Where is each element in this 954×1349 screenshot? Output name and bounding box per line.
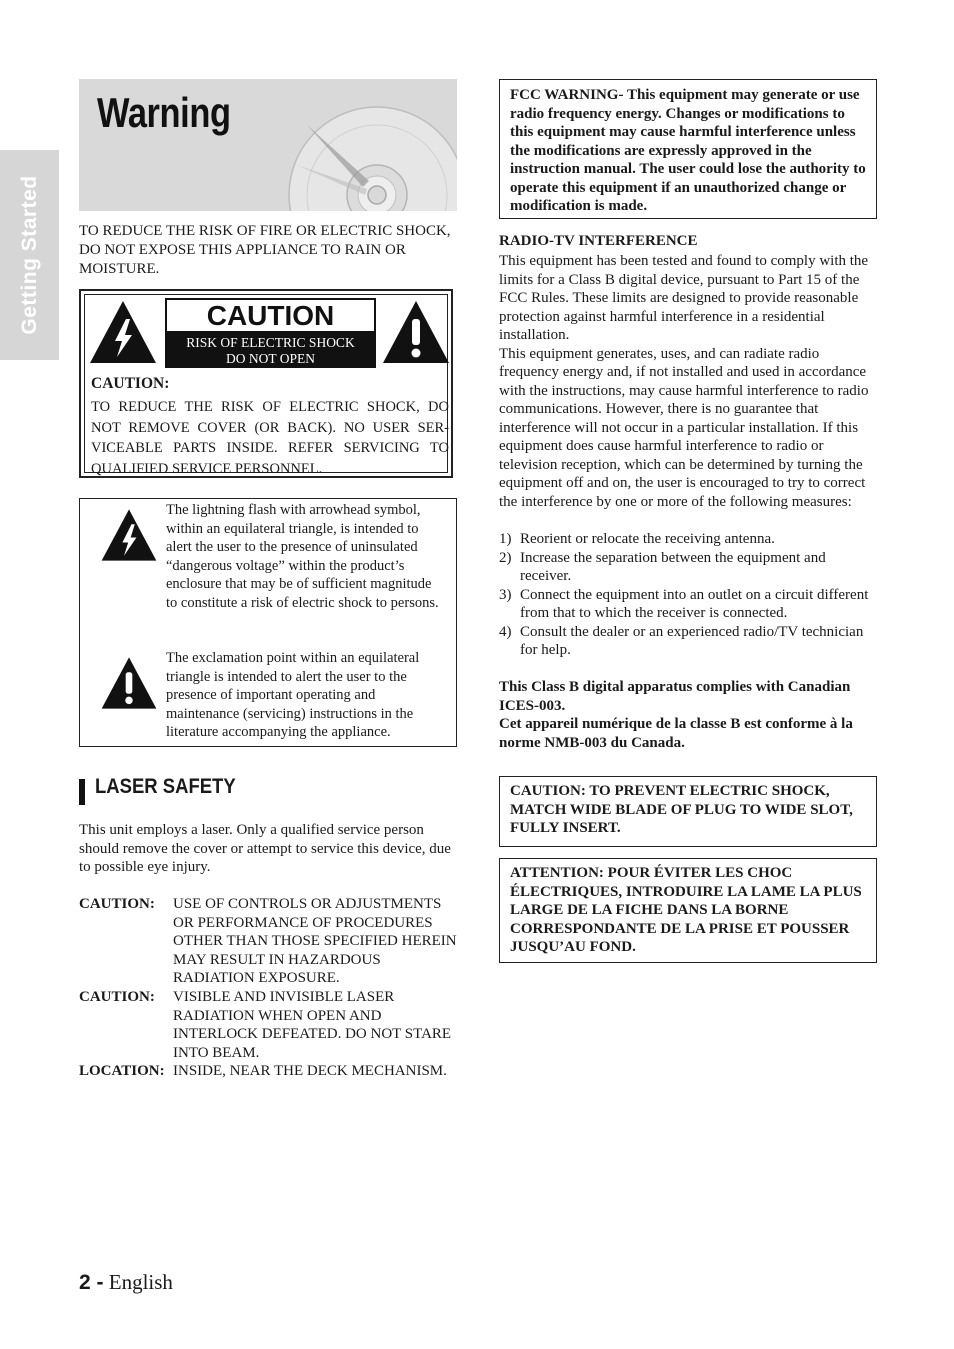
plug-caution-english-box: CAUTION: TO PREVENT ELECTRIC SHOCK, MATCH WIDE BLADE OF PLUG TO WIDE SLOT, FULLY INSERT. <box>499 776 877 847</box>
caution-banner-line2: DO NOT OPEN <box>225 351 315 366</box>
laser-row-label: CAUTION: <box>79 896 155 912</box>
laser-row-text: VISIBLE AND INVISIBLE LASER RADIATION WHEN OPEN AND INTERLOCK DEFEATED. DO NOT STARE INTO BEAM. <box>173 989 452 1061</box>
caution-banner-subtitle <box>165 333 376 368</box>
radio-tv-heading: RADIO-TV INTERFERENCE <box>499 233 698 249</box>
caution-heading: CAUTION: <box>91 375 170 392</box>
radio-tv-paragraph: This equipment has been tested and found to comply with the limits for a Class B digital device, pursuant to Part 15 of the FCC Rules. These limits are designed to provide reasonable protection against harmful interference in a residential installation. <box>499 253 869 343</box>
canada-compliance-english: This Class B digital apparatus complies with Canadian ICES-003. <box>499 679 851 714</box>
page-title: Warning <box>97 89 231 136</box>
page-language: English <box>108 1270 173 1294</box>
laser-safety-heading: LASER SAFETY <box>95 775 236 798</box>
list-item <box>499 623 879 660</box>
exclamation-triangle-icon <box>381 299 451 365</box>
intro-warning: TO REDUCE THE RISK OF FIRE OR ELECTRIC SHOCK, DO NOT EXPOSE THIS APPLIANCE TO RAIN OR MOISTURE. <box>79 223 451 277</box>
measures-list <box>499 530 879 660</box>
laser-row-text: USE OF CONTROLS OR ADJUSTMENTS OR PERFORMANCE OF PROCEDURES OTHER THAN THOSE SPECIFIED HEREIN MAY RESULT IN HAZARDOUS RADIATION EXPOSURE. <box>173 896 457 986</box>
list-item <box>499 549 879 586</box>
section-marker <box>79 779 85 805</box>
list-item-number: 2) <box>499 549 512 566</box>
caution-banner <box>165 298 376 368</box>
list-item-number: 3) <box>499 586 512 603</box>
caution-box <box>79 289 453 478</box>
canada-compliance <box>499 678 879 752</box>
lightning-triangle-icon <box>88 299 158 365</box>
page-number: 2 - <box>79 1271 104 1294</box>
caution-banner-title: CAUTION <box>165 298 376 333</box>
caution-body: TO REDUCE THE RISK OF ELECTRIC SHOCK, DO NOT REMOVE COVER (OR BACK). NO USER SER-VICEABLE PARTS INSIDE. REFER SERVICING TO QUALIFIED SERVICE PERSONNEL. <box>91 399 449 477</box>
list-item <box>499 586 879 623</box>
page-footer <box>79 1270 173 1295</box>
disc-icon <box>287 105 457 211</box>
list-item <box>499 530 879 549</box>
symbols-explanation-box <box>79 498 457 747</box>
fcc-warning-box: FCC WARNING- This equipment may generate or use radio frequency energy. Changes or modifications to this equipment may cause harmful interference unless the modifications are expressly approved in the instruction manual. The user could lose the authority to operate this equipment if an unauthorized change or modification is made. <box>499 79 877 219</box>
list-item-number: 4) <box>499 623 512 640</box>
laser-row-text: INSIDE, NEAR THE DECK MECHANISM. <box>173 1063 447 1079</box>
lightning-triangle-icon <box>100 507 158 563</box>
list-item-text: Connect the equipment into an outlet on a circuit different from that to which the receiver is connected. <box>520 586 869 621</box>
side-tab-label: Getting Started <box>17 175 41 335</box>
list-item-number: 1) <box>499 531 512 547</box>
caution-inner-frame <box>84 294 449 477</box>
radio-tv-body <box>499 252 879 511</box>
exclamation-symbol-description: The exclamation point within an equilateral triangle is intended to alert the user to the presence of important operating and maintenance (servicing) instructions in the literature accompanying the appliance. <box>166 650 420 740</box>
plug-caution-french-box: ATTENTION: POUR ÉVITER LES CHOC ÉLECTRIQUES, INTRODUIRE LA LAME LA PLUS LARGE DE LA FICHE DANS LA BORNE CORRESPONDANTE DE LA PRISE ET POUSSER JUSQU’AU FOND. <box>499 858 877 963</box>
laser-row-label: CAUTION: <box>79 989 155 1005</box>
list-item-text: Increase the separation between the equipment and receiver. <box>520 549 826 584</box>
list-item-text: Reorient or relocate the receiving antenna. <box>520 531 775 547</box>
exclamation-triangle-icon <box>100 655 158 711</box>
laser-intro: This unit employs a laser. Only a qualified service person should remove the cover or attempt to service this device, due to possible eye injury. <box>79 822 451 875</box>
page-header <box>79 79 457 211</box>
side-tab <box>0 150 59 360</box>
lightning-symbol-description: The lightning flash with arrowhead symbol, within an equilateral triangle, is intended to alert the user to the presence of uninsulated “dangerous voltage” within the product’s enclosure that may be of sufficient magnitude to constitute a risk of electric shock to persons. <box>166 502 439 611</box>
radio-tv-paragraph: This equipment generates, uses, and can radiate radio frequency energy and, if not installed and used in accordance with the instructions, may cause harmful interference to radio communications. However, there is no guarantee that interference will not occur in a particular installation. If this equipment does cause harmful interference to radio or television reception, which can be determined by turning the equipment off and on, the user is encouraged to try to correct the interference by one or more of the following measures: <box>499 345 869 510</box>
laser-row-label: LOCATION: <box>79 1063 165 1079</box>
list-item-text: Consult the dealer or an experienced radio/TV technician for help. <box>520 623 864 658</box>
canada-compliance-french: Cet appareil numérique de la classe B est conforme à la norme NMB-003 du Canada. <box>499 716 853 751</box>
caution-banner-line1: RISK OF ELECTRIC SHOCK <box>186 335 355 350</box>
